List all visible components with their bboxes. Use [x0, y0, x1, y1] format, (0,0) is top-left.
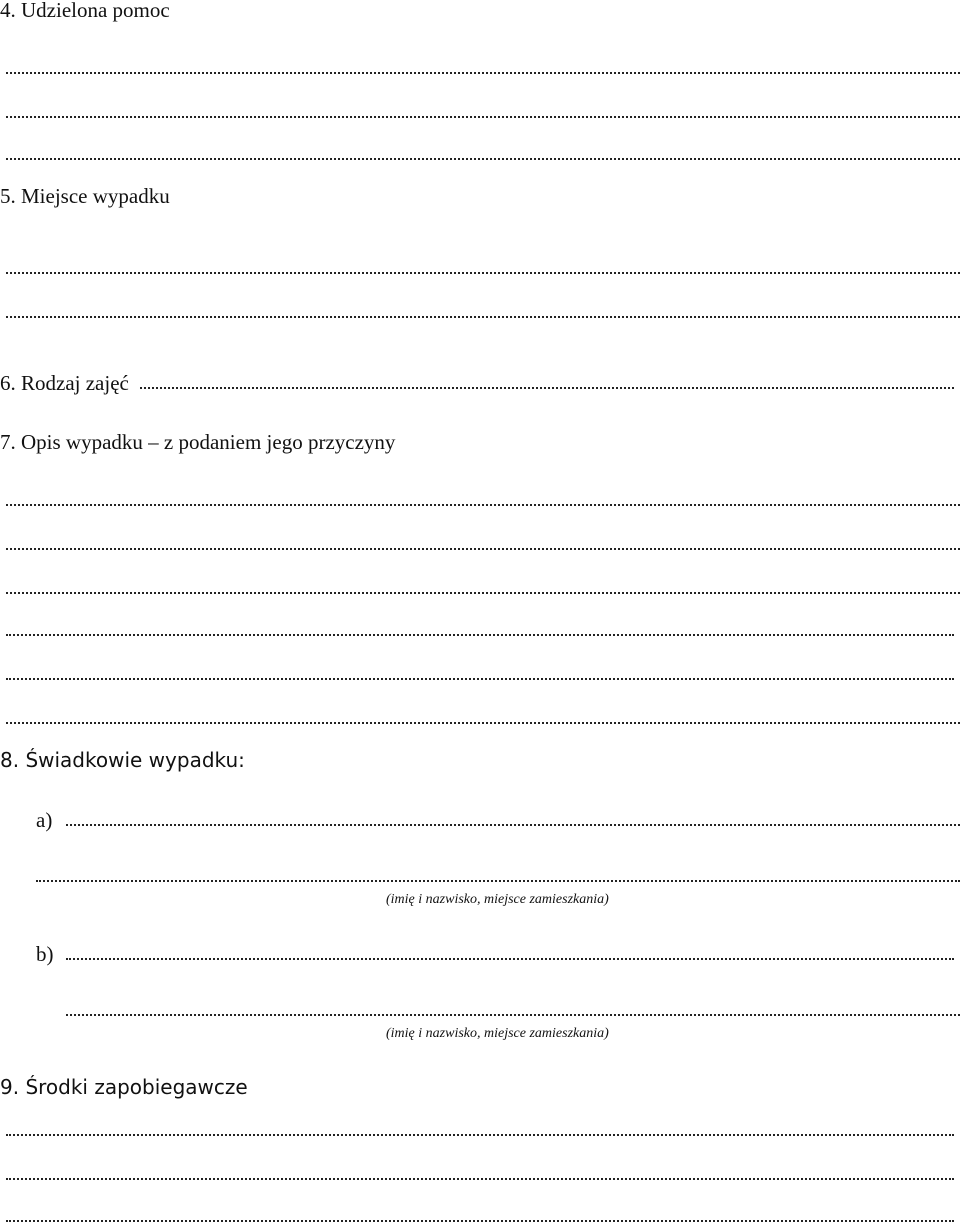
section-4-fill-line-3[interactable]	[6, 158, 960, 160]
section-9-heading: 9. Środki zapobiegawcze	[0, 1075, 248, 1099]
section-4-fill-line-2[interactable]	[6, 116, 960, 118]
witness-a-caption: (imię i nazwisko, miejsce zamieszkania)	[386, 892, 609, 907]
witness-a-marker: a)	[36, 808, 53, 832]
witness-a-fill-line-1[interactable]	[66, 824, 960, 826]
section-4-heading: 4. Udzielona pomoc	[0, 0, 170, 22]
section-6-heading: 6. Rodzaj zajęć	[0, 371, 129, 395]
section-7-heading: 7. Opis wypadku – z podaniem jego przyczyny	[0, 430, 396, 454]
section-4-fill-line-1[interactable]	[6, 72, 960, 74]
section-7-fill-line-5[interactable]	[6, 678, 954, 680]
section-7-fill-line-6[interactable]	[6, 722, 960, 724]
witness-b-marker: b)	[36, 942, 54, 966]
witness-b-caption: (imię i nazwisko, miejsce zamieszkania)	[386, 1026, 609, 1041]
section-5-fill-line-2[interactable]	[6, 316, 960, 318]
section-6-fill-line[interactable]	[140, 387, 954, 389]
section-7-fill-line-4[interactable]	[6, 634, 954, 636]
witness-b-fill-line-1[interactable]	[66, 958, 954, 960]
section-7-fill-line-3[interactable]	[6, 592, 960, 594]
section-7-fill-line-1[interactable]	[6, 504, 960, 506]
section-9-fill-line-3[interactable]	[6, 1220, 954, 1222]
section-9-fill-line-2[interactable]	[6, 1178, 954, 1180]
section-9-fill-line-1[interactable]	[6, 1134, 954, 1136]
section-8-heading: 8. Świadkowie wypadku:	[0, 748, 245, 772]
section-7-fill-line-2[interactable]	[6, 548, 960, 550]
witness-b-fill-line-2[interactable]	[66, 1014, 960, 1016]
witness-a-fill-line-2[interactable]	[36, 880, 960, 882]
section-5-heading: 5. Miejsce wypadku	[0, 184, 170, 208]
section-5-fill-line-1[interactable]	[6, 272, 960, 274]
